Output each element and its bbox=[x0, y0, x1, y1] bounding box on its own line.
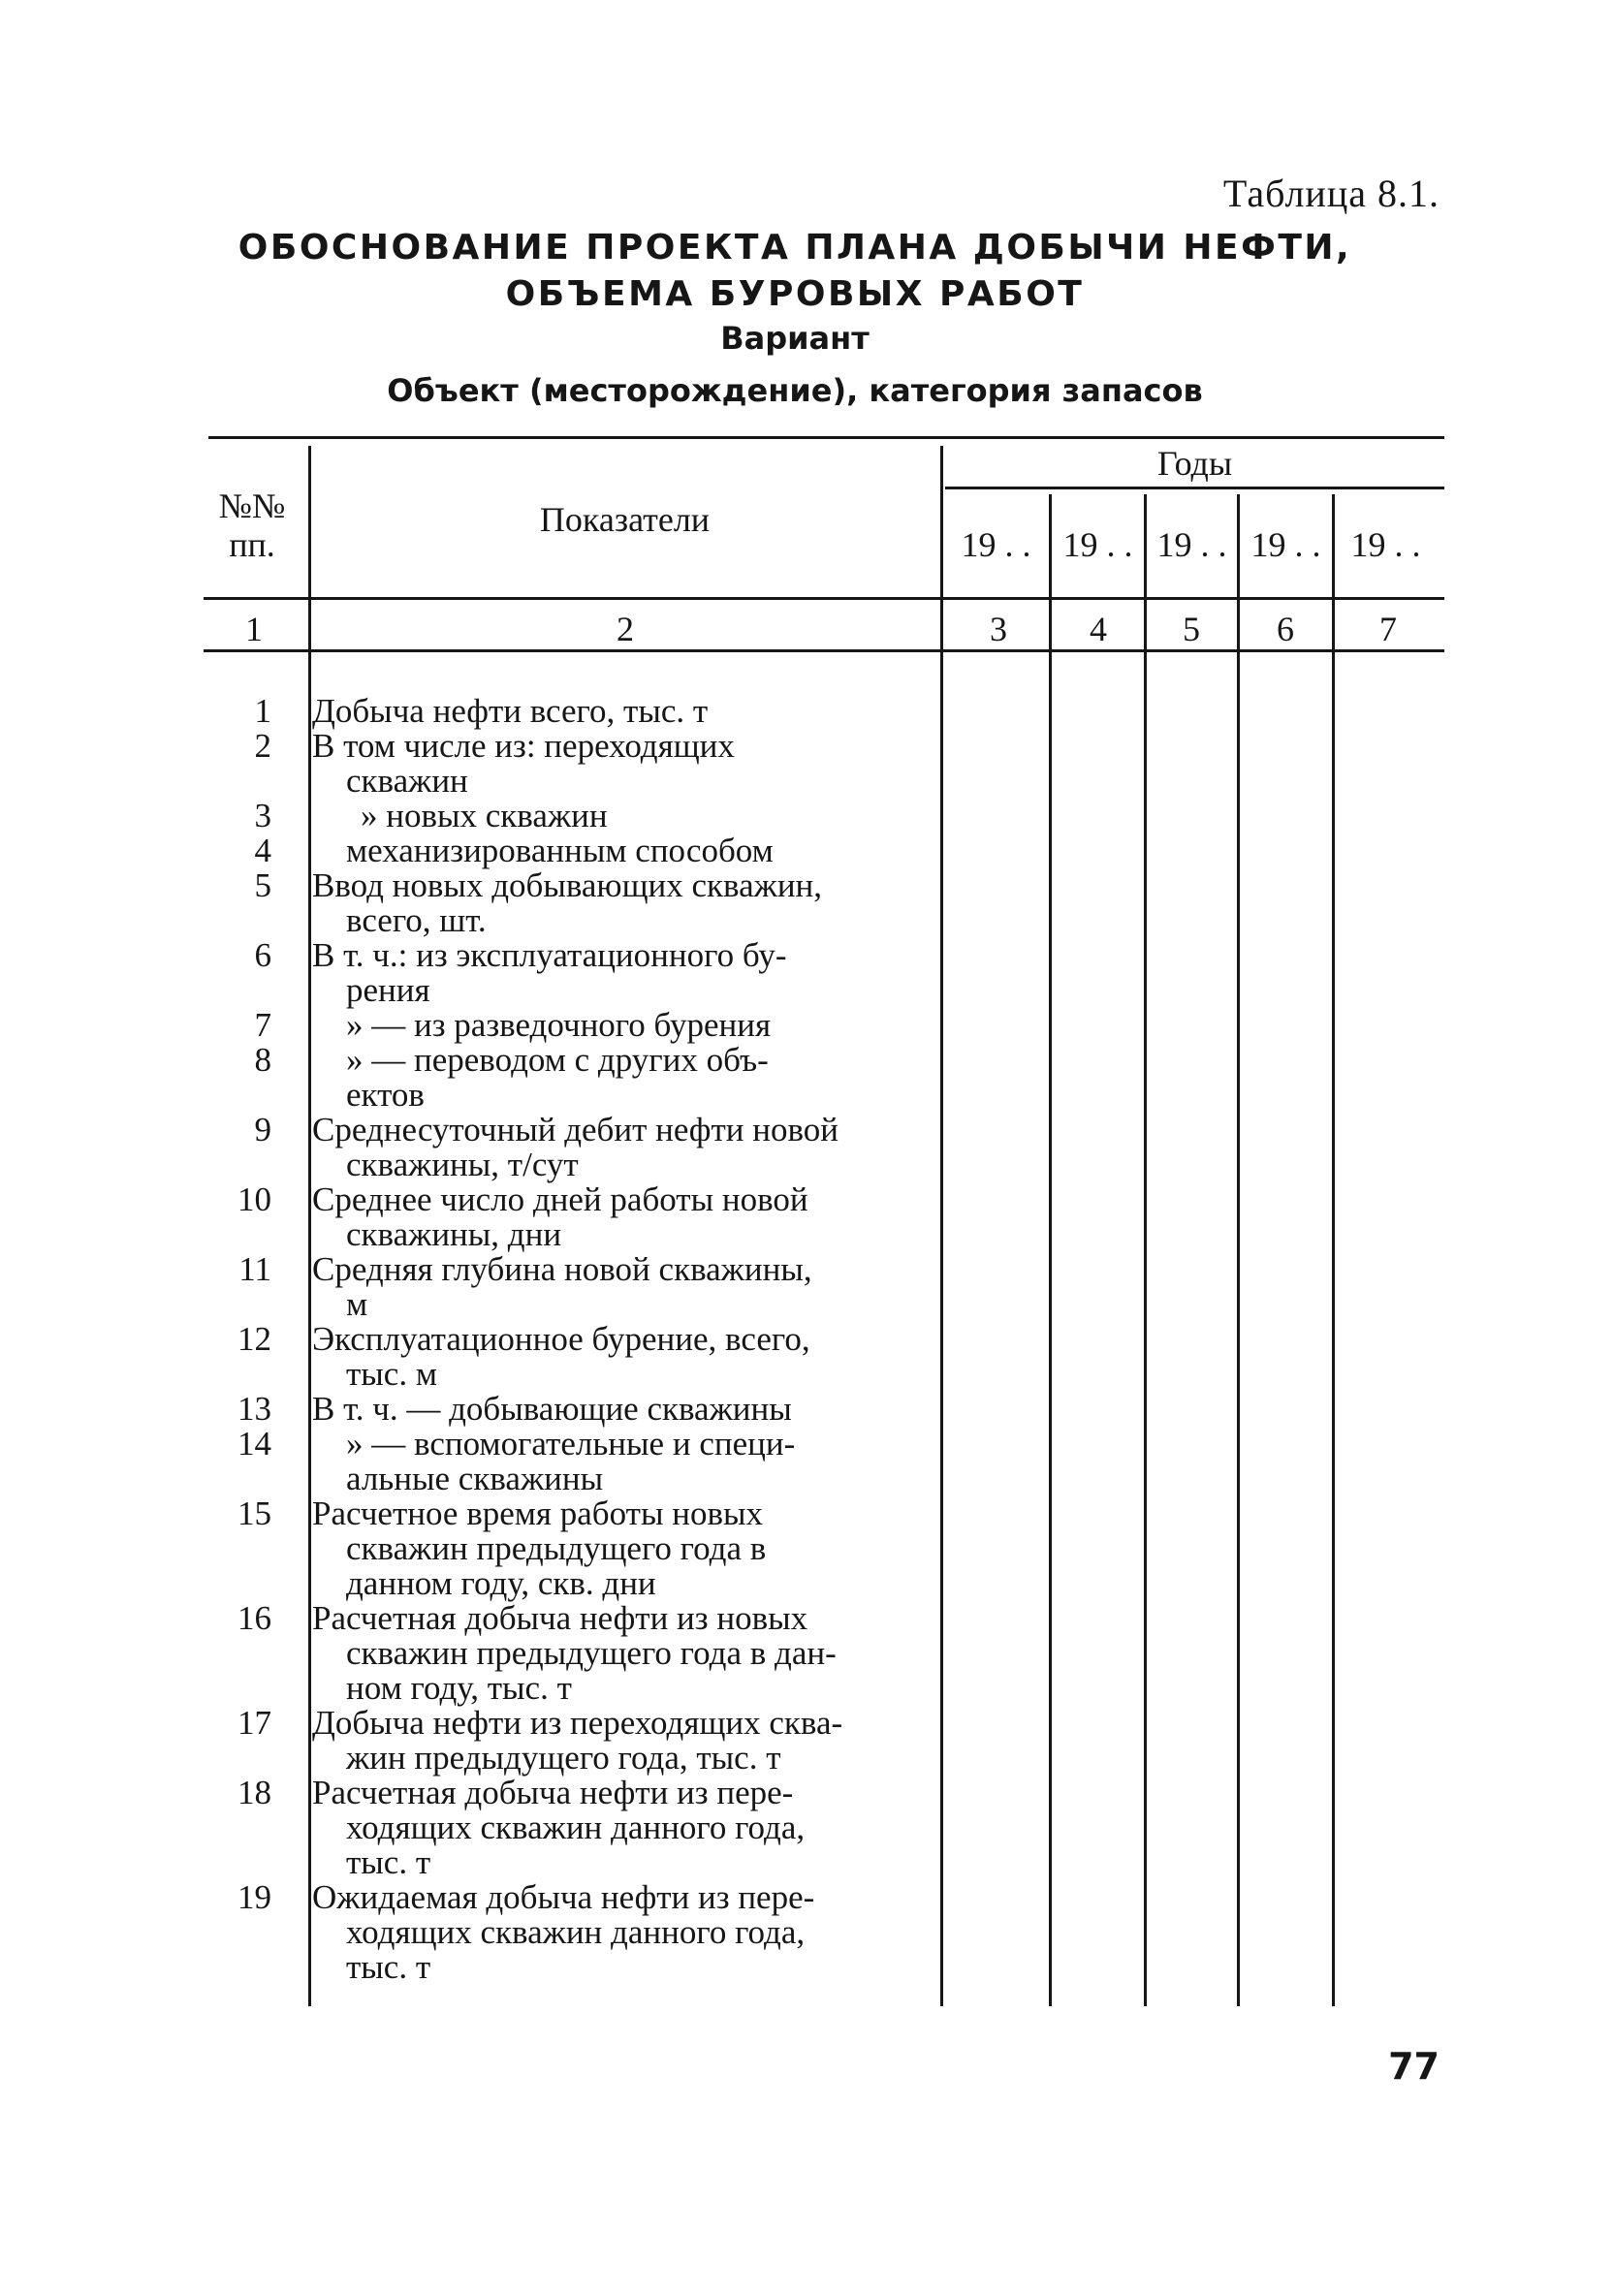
row-text: Эксплуатационное бурение, всего, тыс. м bbox=[312, 1320, 810, 1393]
colnum-7: 7 bbox=[1379, 610, 1397, 648]
row-text: Среднее число дней работы новой скважины, дни bbox=[312, 1180, 808, 1253]
row-text: » — переводом с других объ- ектов bbox=[346, 1041, 769, 1114]
colnum-6: 6 bbox=[1277, 610, 1294, 648]
row-text: В т. ч. — добывающие скважины bbox=[312, 1390, 792, 1428]
table-title bbox=[204, 225, 1386, 318]
row-num: 9 bbox=[254, 1111, 271, 1148]
table-top-rule bbox=[208, 436, 1444, 439]
row-num: 13 bbox=[237, 1390, 271, 1428]
row-num: 14 bbox=[237, 1425, 271, 1463]
row-text: В том числе из: переходящих скважин bbox=[312, 727, 735, 800]
row-text: механизированным способом bbox=[346, 832, 774, 869]
years-rule bbox=[945, 487, 1444, 489]
years-header: Годы bbox=[1156, 444, 1233, 483]
year-col-2: 19 . . bbox=[1062, 525, 1133, 564]
colnum-4: 4 bbox=[1090, 610, 1107, 648]
row-num: 3 bbox=[254, 797, 271, 834]
variant-label: Вариант bbox=[720, 320, 870, 357]
col-divider-5 bbox=[1237, 494, 1240, 2006]
header-bottom-rule bbox=[204, 597, 1444, 600]
page-number: 77 bbox=[1388, 2045, 1440, 2088]
row-text: В т. ч.: из эксплуатационного бу- рения bbox=[312, 936, 787, 1009]
year-col-3: 19 . . bbox=[1156, 525, 1227, 564]
table-label: Таблица 8.1. bbox=[1222, 172, 1440, 215]
row-text: Расчетная добыча нефти из пере- ходящих скважин данного года, тыс. т bbox=[312, 1774, 806, 1881]
row-num: 15 bbox=[237, 1494, 271, 1532]
colnum-2: 2 bbox=[617, 610, 634, 648]
row-text: » новых скважин bbox=[361, 797, 608, 834]
row-text: Расчетное время работы новых скважин предыдущего года в данном году, скв. дни bbox=[312, 1494, 767, 1602]
colnum-3: 3 bbox=[990, 610, 1007, 648]
indicators-header: Показатели bbox=[539, 500, 711, 539]
title-line-1: ОБОСНОВАНИЕ ПРОЕКТА ПЛАНА ДОБЫЧИ НЕФТИ, bbox=[237, 228, 1352, 267]
year-col-4: 19 . . bbox=[1250, 525, 1321, 564]
row-text: Средняя глубина новой скважины, м bbox=[312, 1250, 812, 1323]
row-num: 16 bbox=[237, 1599, 271, 1637]
title-line-2: ОБЪЕМА БУРОВЫХ РАБОТ bbox=[505, 274, 1085, 314]
row-text: Добыча нефти всего, тыс. т bbox=[312, 692, 709, 730]
row-text: Добыча нефти из переходящих сква- жин предыдущего года, тыс. т bbox=[312, 1704, 843, 1777]
num-header bbox=[204, 487, 301, 564]
row-text: Ввод новых добывающих скважин, всего, шт. bbox=[312, 866, 823, 939]
colnum-5: 5 bbox=[1183, 610, 1200, 648]
row-num: 6 bbox=[254, 936, 271, 974]
row-num: 19 bbox=[237, 1878, 271, 1916]
col-divider-4 bbox=[1144, 494, 1147, 2006]
year-col-1: 19 . . bbox=[961, 525, 1031, 564]
row-text: Ожидаемая добыча нефти из пере- ходящих скважин данного года, тыс. т bbox=[312, 1878, 815, 1986]
colnum-bottom-rule bbox=[204, 649, 1444, 652]
row-text: » — вспомогательные и специ- альные скважины bbox=[346, 1425, 796, 1497]
row-num: 10 bbox=[237, 1180, 271, 1218]
row-num: 11 bbox=[238, 1250, 271, 1288]
col-divider-1 bbox=[308, 446, 311, 2006]
row-num: 4 bbox=[254, 832, 271, 869]
row-num: 12 bbox=[237, 1320, 271, 1358]
object-label: Объект (месторождение), категория запасов bbox=[387, 372, 1203, 409]
row-text: Среднесуточный дебит нефти новой скважины, т/сут bbox=[312, 1111, 839, 1183]
num-header-line-1: №№ bbox=[218, 487, 286, 525]
row-num: 1 bbox=[254, 692, 271, 730]
row-num: 8 bbox=[254, 1041, 271, 1079]
col-divider-6 bbox=[1332, 494, 1335, 2006]
row-text: » — из разведочного бурения bbox=[346, 1006, 772, 1044]
colnum-1: 1 bbox=[245, 610, 263, 648]
year-col-5: 19 . . bbox=[1350, 525, 1421, 564]
row-num: 5 bbox=[254, 866, 271, 904]
row-num: 2 bbox=[254, 727, 271, 765]
row-num: 18 bbox=[237, 1774, 271, 1811]
row-num: 7 bbox=[254, 1006, 271, 1044]
row-text: Расчетная добыча нефти из новых скважин предыдущего года в дан- ном году, тыс. т bbox=[312, 1599, 837, 1707]
row-num: 17 bbox=[237, 1704, 271, 1742]
num-header-line-2: пп. bbox=[229, 525, 275, 564]
col-divider-3 bbox=[1049, 494, 1052, 2006]
